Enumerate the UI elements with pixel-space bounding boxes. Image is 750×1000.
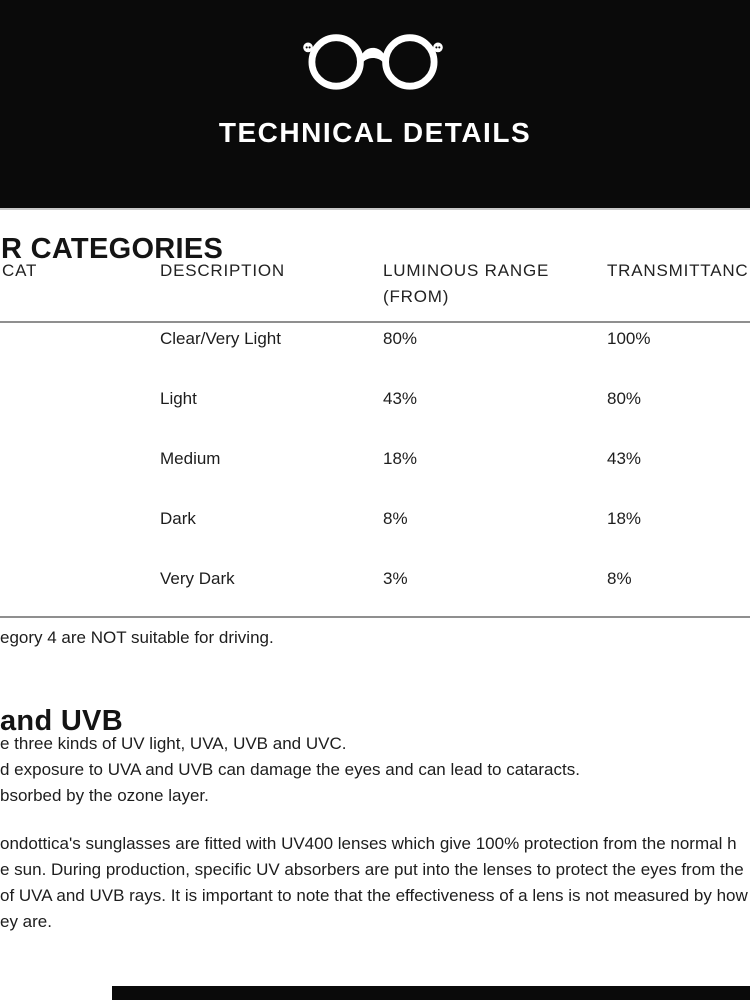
table-row-cell-description: Very Dark [160,569,235,588]
next-section-banner-edge [112,986,750,1000]
column-header-transmittance: TRANSMITTANC [607,261,749,280]
table-row-cell-luminous: 80% [383,329,418,348]
uv-paragraph-line: ondottica's sunglasses are fitted with UV400 lenses which give 100% protection from the normal h [0,834,737,853]
column-header-cat: CAT [2,261,38,280]
table-row-cell-description: Clear/Very Light [160,329,281,348]
uv-heading: and UVB [0,705,123,738]
table-row-cell-description: Dark [160,509,196,528]
table-row-cell-transmittance: 43% [607,449,642,468]
uv-paragraph-line: e sun. During production, specific UV absorbers are put into the lenses to protect the eyes from the [0,860,744,879]
table-row-cell-transmittance: 8% [607,569,632,588]
filter-categories-heading: R CATEGORIES [1,233,224,266]
uv-paragraph-line: of UVA and UVB rays. It is important to note that the effectiveness of a lens is not measured by how [0,886,748,905]
uv-text-line: bsorbed by the ozone layer. [0,786,209,805]
banner-title: TECHNICAL DETAILS [218,117,532,148]
column-header-luminous-range-from: (FROM) [383,287,450,306]
table-row-cell-description: Medium [160,449,221,468]
table-row-cell-luminous: 18% [383,449,418,468]
table-row-cell-luminous: 3% [383,569,408,588]
table-row-cell-description: Light [160,389,197,408]
uv-text-line: d exposure to UVA and UVB can damage the eyes and can lead to cataracts. [0,760,580,779]
table-rule-bottom [0,616,750,618]
glasses-icon [298,28,448,92]
table-row-cell-luminous: 8% [383,509,408,528]
table-rule-top [0,321,750,323]
column-header-luminous-range: LUMINOUS RANGE [383,261,550,280]
column-header-description: DESCRIPTION [160,261,285,280]
table-row-cell-luminous: 43% [383,389,418,408]
uv-text-line: e three kinds of UV light, UVA, UVB and UVC. [0,734,347,753]
table-row-cell-transmittance: 18% [607,509,642,528]
table-row-cell-transmittance: 100% [607,329,651,348]
category-4-note: egory 4 are NOT suitable for driving. [0,628,274,647]
uv-paragraph-line: ey are. [0,912,52,931]
technical-details-banner [0,0,750,210]
table-row-cell-transmittance: 80% [607,389,642,408]
